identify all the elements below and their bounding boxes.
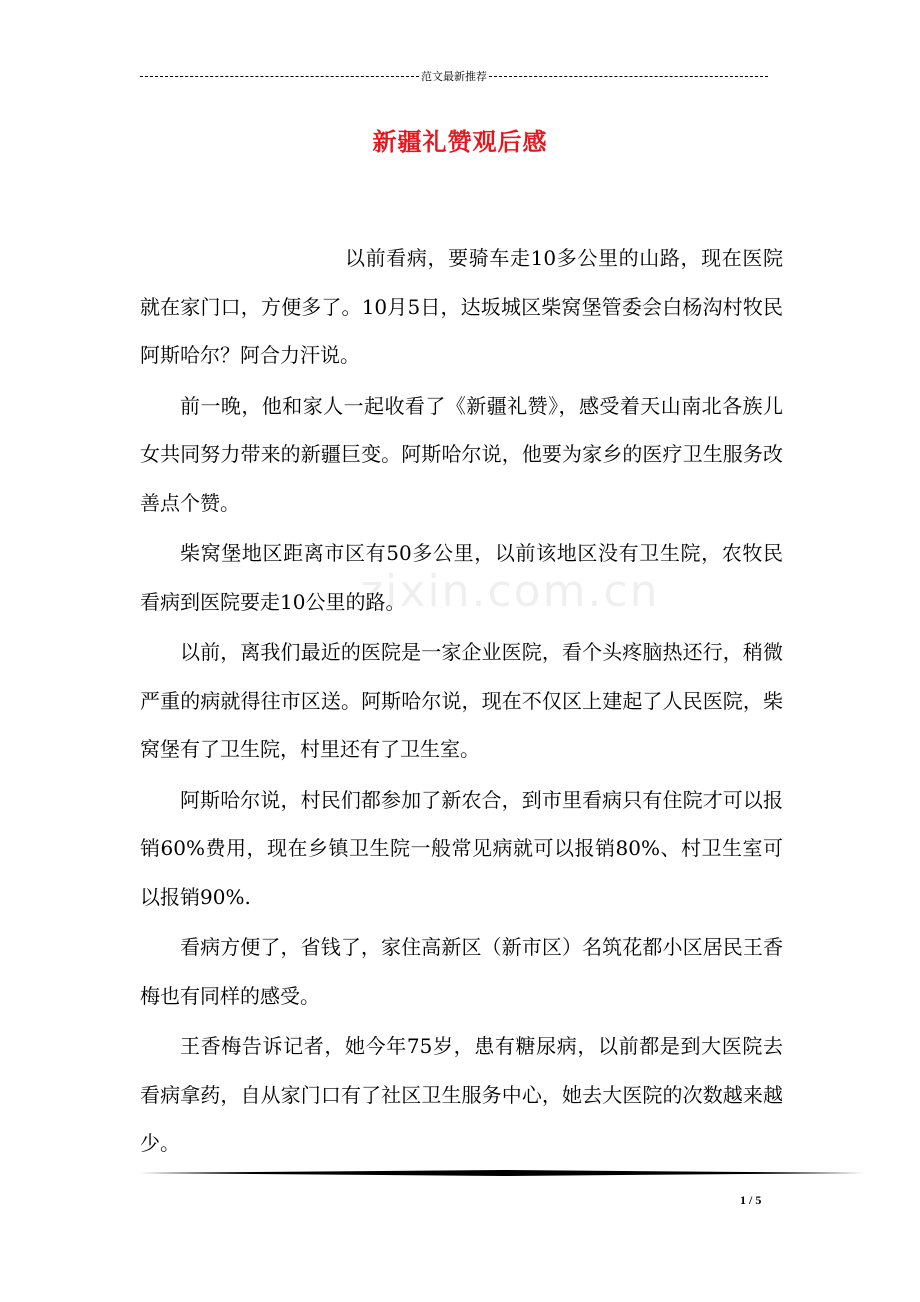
paragraph: 以前，离我们最近的医院是一家企业医院，看个头疼脑热还行，稍微严重的病就得往市区送。阿斯哈尔说，现在不仅区上建起了人民医院，柴窝堡有了卫生院，村里还有了卫生室。	[140, 640, 783, 761]
paragraph: 前一晚，他和家人一起收看了《新疆礼赞》，感受着天山南北各族儿女共同努力带来的新疆巨变。阿斯哈尔说，他要为家乡的医疗卫生服务改善点个赞。	[140, 393, 783, 515]
article-body	[140, 234, 783, 1170]
paragraph: 阿斯哈尔说，村民们都参加了新农合，到市里看病只有住院才可以报销60%费用，现在乡镇卫生院一般常见病就可以报销80%、村卫生室可以报销90%.	[140, 787, 783, 909]
header-label: 范文最新推荐	[421, 70, 487, 83]
header-dash-left	[140, 76, 419, 77]
footer-rule	[140, 1170, 864, 1176]
page-header	[140, 66, 768, 86]
paragraph: 以前看病，要骑车走10多公里的山路，现在医院就在家门口，方便多了。10月5日，达坂城区柴窝堡管委会白杨沟村牧民阿斯哈尔？阿合力汗说。	[140, 246, 783, 367]
paragraph: 王香梅告诉记者，她今年75岁，患有糖尿病，以前都是到大医院去看病拿药，自从家门口有了社区卫生服务中心，她去大医院的次数越来越少。	[140, 1034, 783, 1155]
page-number: 1 / 5	[740, 1193, 762, 1207]
header-dash-right	[489, 76, 768, 77]
paragraph: 看病方便了，省钱了，家住高新区（新市区）名筑花都小区居民王香梅也有同样的感受。	[140, 935, 783, 1008]
watermark-logo: zixin.com.cn	[360, 566, 660, 617]
document-title: 新疆礼赞观后感	[372, 127, 548, 156]
paragraph: 柴窝堡地区距离市区有50多公里，以前该地区没有卫生院，农牧民看病到医院要走10公里的路。	[140, 541, 783, 614]
